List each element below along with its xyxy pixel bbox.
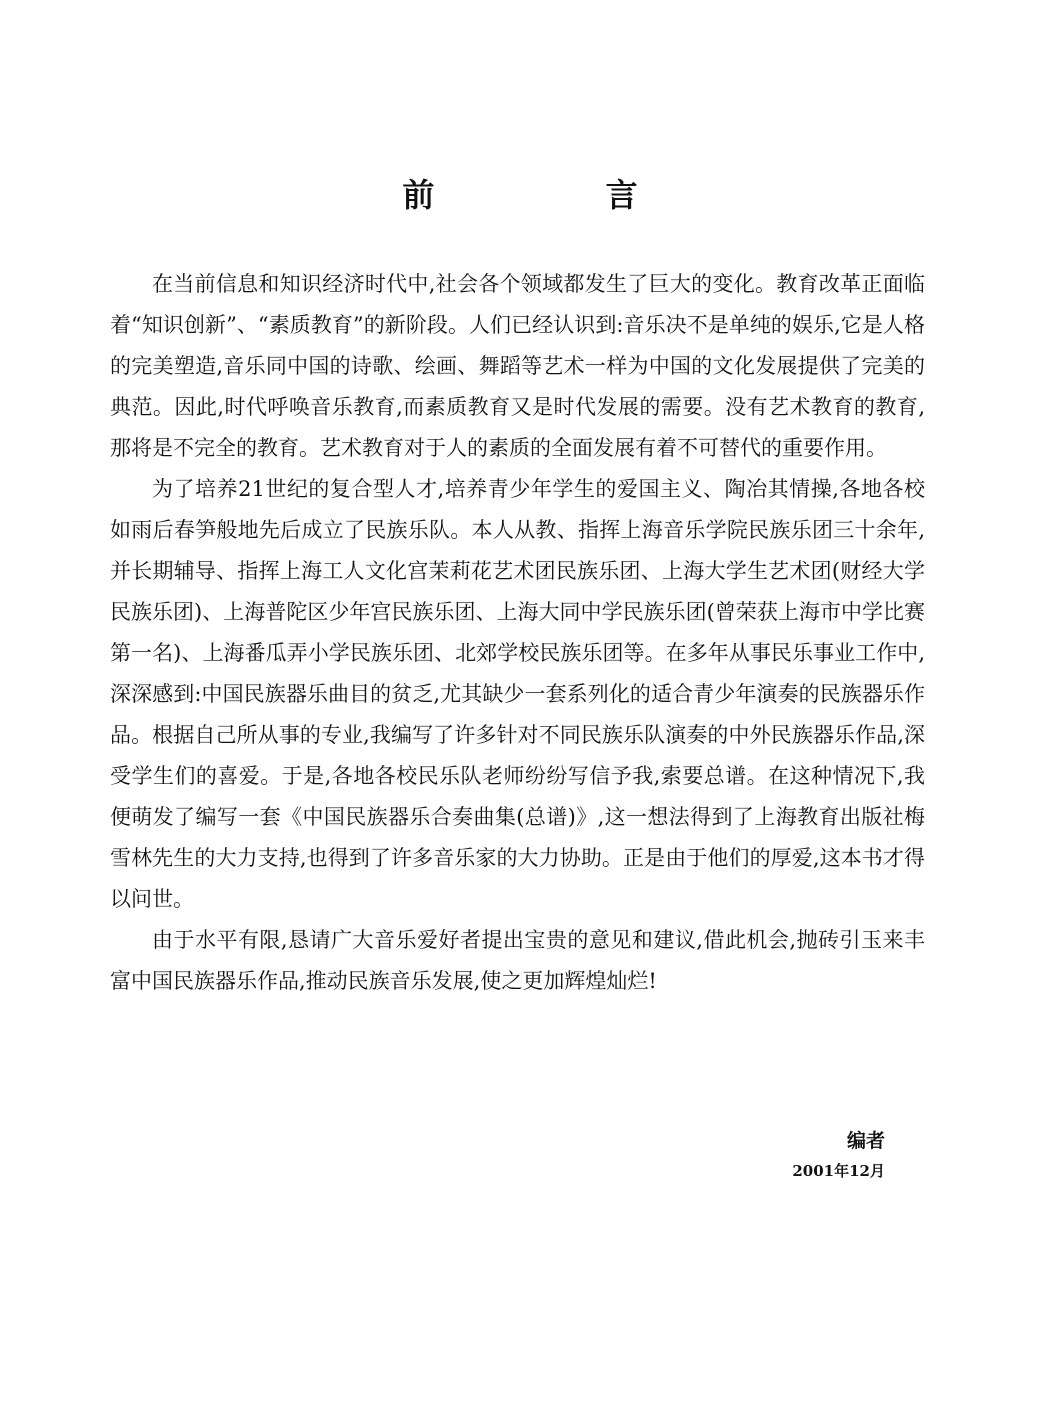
page-title: 前 言 [402,176,718,214]
paragraph-3: 由于水平有限,恳请广大音乐爱好者提出宝贵的意见和建议,借此机会,抛砖引玉来丰富中国民族器乐作品,推动民族音乐发展,使之更加辉煌灿烂! [110,928,925,993]
preface-body [110,264,925,1002]
paragraph-1: 在当前信息和知识经济时代中,社会各个领域都发生了巨大的变化。教育改革正面临着“知识创新”、“素质教育”的新阶段。人们已经认识到:音乐决不是单纯的娱乐,它是人格的完美塑造,音乐同中国的诗歌、绘画、舞蹈等艺术一样为中国的文化发展提供了完美的典范。因此,时代呼唤音乐教育,而素质教育又是时代发展的需要。没有艺术教育的教育,那将是不完全的教育。艺术教育对于人的素质的全面发展有着不可替代的重要作用。 [110,272,925,460]
paragraph-2: 为了培养21世纪的复合型人才,培养青少年学生的爱国主义、陶冶其情操,各地各校如雨后春笋般地先后成立了民族乐队。本人从教、指挥上海音乐学院民族乐团三十余年,并长期辅导、指挥上海工人文化宫茉莉花艺术团民族乐团、上海大学生艺术团(财经大学民族乐团)、上海普陀区少年宫民族乐团、上海大同中学民族乐团(曾荣获上海市中学比赛第一名)、上海番瓜弄小学民族乐团、北郊学校民族乐团等。在多年从事民乐事业工作中,深深感到:中国民族器乐曲目的贫乏,尤其缺少一套系列化的适合青少年演奏的民族器乐作品。根据自己所从事的专业,我编写了许多针对不同民族乐队演奏的中外民族器乐作品,深受学生们的喜爱。于是,各地各校民乐队老师纷纷写信予我,索要总谱。在这种情况下,我便萌发了编写一套《中国民族器乐合奏曲集(总谱)》,这一想法得到了上海教育出版社梅雪林先生的大力支持,也得到了许多音乐家的大力协助。正是由于他们的厚爱,这本书才得以问世。 [110,477,925,911]
signature-date: 2001年12月 [792,1162,885,1180]
author-signature: 编者 [846,1130,885,1152]
